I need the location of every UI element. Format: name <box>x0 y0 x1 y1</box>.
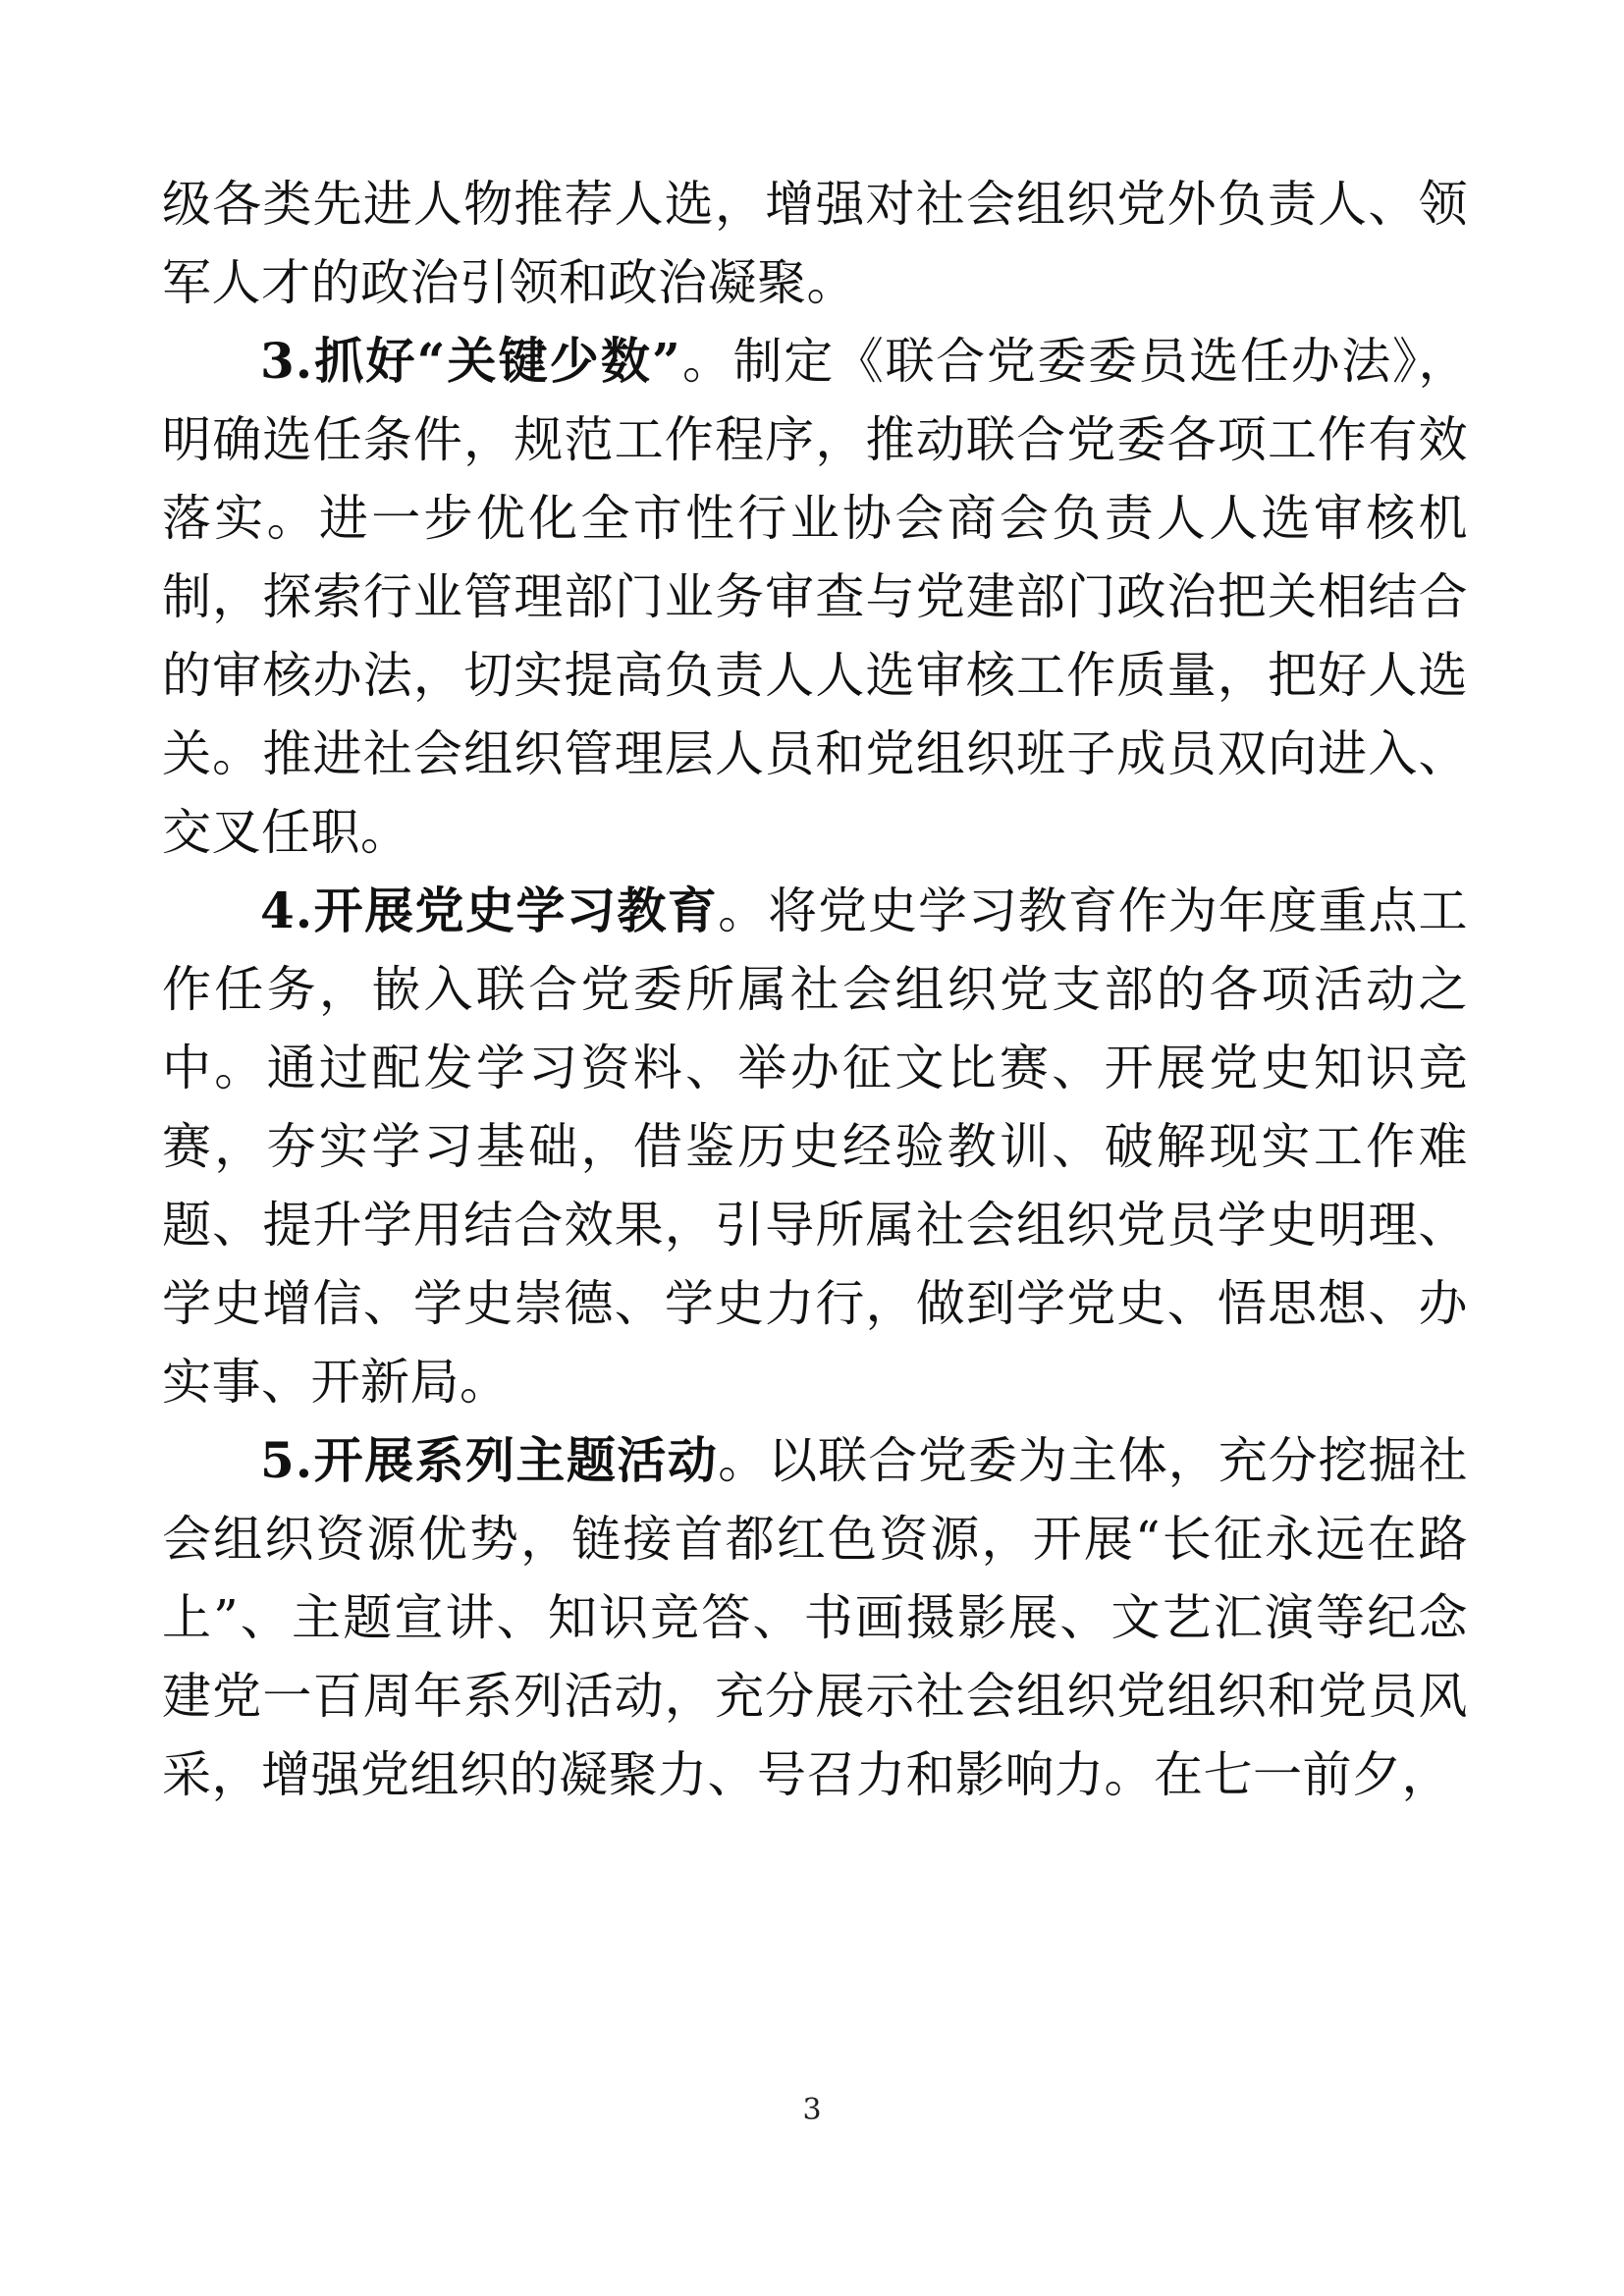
paragraph-text: 级各类先进人物推荐人选，增强对社会组织党外负责人、领军人才的政治引领和政治凝聚。 <box>162 176 1468 311</box>
document-body <box>162 165 1468 1814</box>
paragraph-lead-5: 5.开展系列主题活动 <box>260 1431 719 1489</box>
paragraph-text-5: 。以联合党委为主体，充分挖掘社会组织资源优势，链接首都红色资源，开展“长征永远在路上”、主题宣讲、知识竞答、书画摄影展、文艺汇演等纪念建党一百周年系列活动，充分展示社会组织党组织和党员风采，增强党组织的凝聚力、号召力和影响力。在七一前夕， <box>162 1432 1469 1803</box>
paragraph-lead-4: 4.开展党史学习教育 <box>260 881 719 939</box>
paragraph-text-4: 。将党史学习教育作为年度重点工作任务，嵌入联合党委所属社会组织党支部的各项活动之中。通过配发学习资料、举办征文比赛、开展党史知识竞赛，夯实学习基础，借鉴历史经验教训、破解现实工作难题、提升学用结合效果，引导所属社会组织党员学史明理、学史增信、学史崇德、学史力行，做到学党史、悟思想、办实事、开新局。 <box>162 882 1469 1411</box>
page-number: 3 <box>802 2093 822 2127</box>
paragraph-continuation <box>162 165 1468 322</box>
paragraph-text-3: 。制定《联合党委委员选任办法》，明确选任条件，规范工作程序，推动联合党委各项工作有效落实。进一步优化全市性行业协会商会负责人人选审核机制，探索行业管理部门业务审查与党建部门政治把关相结合的审核办法，切实提高负责人人选审核工作质量，把好人选关。推进社会组织管理层人员和党组织班子成员双向进入、交叉任职。 <box>162 333 1468 861</box>
paragraph-item-3 <box>162 322 1468 872</box>
paragraph-lead-3: 3.抓好“关键少数” <box>260 332 681 390</box>
paragraph-item-5 <box>162 1421 1468 1814</box>
paragraph-item-4 <box>162 872 1468 1421</box>
